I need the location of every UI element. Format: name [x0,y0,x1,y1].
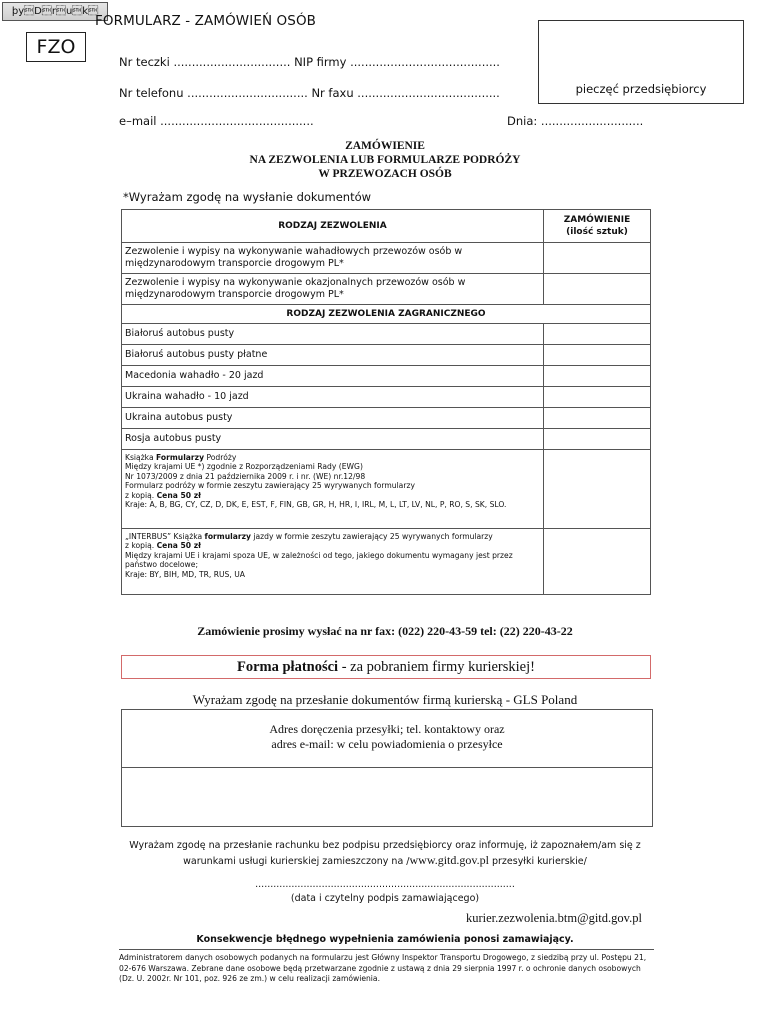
privacy-footer: Administratorem danych osobowych podanych na formularzu jest Główny Inspektor Transportu Drogowego, z siedzibą przy ul. Postępu 21, 02-676 Warszawa. Zebrane dane osobowe będą przetwarzane zgodnie z ustawą z dnia 29 sierpnia 1997 r. o ochronie danych osobowych (Dz. U. 2002r. Nr 101, poz. 926 ze zm.) w celu realizacji zamówienia. [119,953,647,983]
table-row [122,274,651,305]
order-heading [0,139,770,181]
quantity-cell[interactable] [544,387,651,408]
company-stamp-box[interactable] [538,20,744,104]
permits-table [121,209,651,595]
print-button[interactable]: þyDruk [2,2,108,21]
quantity-cell[interactable] [544,450,651,529]
column-header-type: RODZAJ ZEZWOLENIA [122,210,544,243]
table-row [122,429,651,450]
invoice-consent: Wyrażam zgodę na przesłanie rachunku bez podpisu przedsiębiorcy oraz informuję, iż zapoznałem/am się z warunkami usługi kurierskiej zamieszczony na /www.gitd.gov.pl przesyłki kurierskie/ [129,840,641,867]
table-row [122,366,651,387]
heading-line-3: W PRZEWOZACH OSÓB [318,168,452,180]
interbus-book-description: „INTERBUS” Książka formularzy jazdy w formie zeszytu zawierający 25 wyrywanych formularzy z kopią. Cena 50 zł Między krajami UE i krajami spoza UE, w zależności od tego, jakiego dokumentu wymagany jest przez państwo docelowe; Kraje: BY, BIH, MD, TR, RUS, UA [122,529,544,595]
quantity-cell[interactable] [544,408,651,429]
gitd-website-link[interactable]: www.gitd.gov.pl [409,853,489,867]
stamp-label: pieczęć przedsiębiorcy [575,82,707,96]
column-header-quantity-line-1: ZAMÓWIENIE [563,215,631,225]
permit-name: Ukraina wahadło - 10 jazd [122,387,544,408]
signature-line[interactable]: ...................................................................................... [255,879,515,890]
phone-fax-field[interactable]: Nr telefonu ................................. Nr faxu ....................................... [119,86,500,100]
quantity-cell[interactable] [544,366,651,387]
table-row [122,529,651,595]
address-divider [122,767,652,768]
form-title: FORMULARZ - ZAMÓWIEŃ OSÓB [95,13,317,29]
email-field[interactable]: e–mail .......................................... [119,114,314,128]
permit-name: Zezwolenie i wypisy na wykonywanie wahadłowych przewozów osób w międzynarodowym transporcie drogowym PL* [122,243,544,274]
quantity-cell[interactable] [544,345,651,366]
signature-label: (data i czytelny podpis zamawiającego) [290,893,480,904]
form-code-box: FZO [26,32,86,62]
date-field[interactable]: Dnia: ............................ [507,114,644,128]
heading-line-1: ZAMÓWIENIE [345,140,425,152]
table-row [122,345,651,366]
permit-name: Białoruś autobus pusty [122,324,544,345]
folder-nip-field[interactable]: Nr teczki ................................ NIP firmy ......................................... [119,55,500,69]
column-header-quantity-line-2: (ilość sztuk) [566,227,628,237]
permit-name: Zezwolenie i wypisy na wykonywanie okazjonalnych przewozów osób w międzynarodowym transporcie drogowym PL* [122,274,544,305]
quantity-cell[interactable] [544,429,651,450]
table-row [122,450,651,529]
permit-name: Białoruś autobus pusty płatne [122,345,544,366]
quantity-cell[interactable] [544,274,651,305]
table-row [122,387,651,408]
table-row [122,408,651,429]
quantity-cell[interactable] [544,529,651,595]
permit-name: Rosja autobus pusty [122,429,544,450]
payment-value: - za pobraniem firmy kurierskiej! [338,659,535,675]
quantity-cell[interactable] [544,324,651,345]
contact-email-link[interactable]: kurier.zezwolenia.btm@gitd.gov.pl [466,911,642,925]
permit-name: Ukraina autobus pusty [122,408,544,429]
delivery-address-box[interactable] [121,709,653,827]
delivery-address-instructions: Adres doręczenia przesyłki; tel. kontaktowy oraz adres e-mail: w celu powiadomienia o przesyłce [269,722,505,751]
fax-instruction: Zamówienie prosimy wysłać na nr fax: (022) 220-43-59 tel: (22) 220-43-22 [197,624,573,638]
payment-method-box [121,655,651,679]
travel-forms-book-description: Książka Formularzy Podróży Między krajami UE *) zgodnie z Rozporządzeniami Rady (EWG) Nr 1073/2009 z dnia 21 października 2009 r. i nr. (WE) nr.12/98 Formularz podróży w formie zeszytu zawierający 25 wyrywanych formularzy z kopią. Cena 50 zł Kraje: A, B, BG, CY, CZ, D, DK, E, EST, F, FIN, GB, GR, H, HR, I, IRL, M, L, LT, LV, NL, P, RO, S, SK, SLO. [122,450,544,529]
column-header-quantity [544,210,651,243]
foreign-permits-header: RODZAJ ZEZWOLENIA ZAGRANICZNEGO [122,305,651,324]
permit-name: Macedonia wahadło - 20 jazd [122,366,544,387]
table-row [122,243,651,274]
heading-line-2: NA ZEZWOLENIA LUB FORMULARZE PODRÓŻY [249,154,521,166]
footer-divider [119,949,654,950]
quantity-cell[interactable] [544,243,651,274]
payment-label: Forma płatności [237,659,339,675]
table-row [122,324,651,345]
consent-note: *Wyrażam zgodę na wysłanie dokumentów [123,190,372,204]
courier-consent: Wyrażam zgodę na przesłanie dokumentów firmą kurierską - GLS Poland [192,692,578,707]
consequences-note: Konsekwencje błędnego wypełnienia zamówienia ponosi zamawiający. [196,934,574,945]
